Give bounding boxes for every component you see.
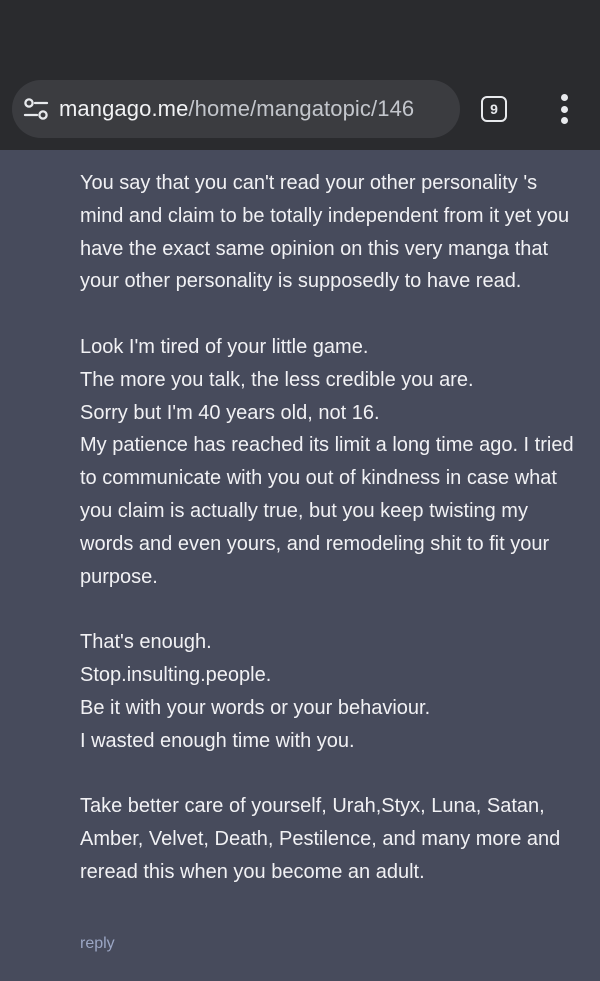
reply-link[interactable]: reply xyxy=(80,935,115,952)
comment-body xyxy=(80,167,585,889)
url-path: /home/mangatopic/146 xyxy=(188,96,415,121)
paragraph-spacer xyxy=(80,757,585,790)
address-bar[interactable] xyxy=(12,80,460,138)
comment-paragraph: My patience has reached its limit a long time ago. I tried to communicate with you out of kindness in case what you claim is actually true, but you keep twisting my words and even yours, and remodeling shit to fit your purpose. xyxy=(80,434,574,588)
comment-paragraph: The more you talk, the less credible you are. xyxy=(80,368,474,391)
url-host: mangago.me xyxy=(59,96,189,121)
comment-paragraph: Look I'm tired of your little game. xyxy=(80,335,369,358)
tab-count: 9 xyxy=(490,101,498,117)
comment-paragraph: Be it with your words or your behaviour. xyxy=(80,696,431,719)
comment-paragraph: Stop.insulting.people. xyxy=(80,663,272,686)
status-bar-area xyxy=(0,0,600,78)
browser-toolbar xyxy=(0,78,600,150)
paragraph-spacer xyxy=(80,593,585,626)
comment-paragraph: Sorry but I'm 40 years old, not 16. xyxy=(80,401,380,424)
url-text[interactable] xyxy=(59,96,414,122)
more-vertical-icon[interactable] xyxy=(552,92,578,126)
comment-paragraph: That's enough. xyxy=(80,631,212,654)
comment-paragraph: Take better care of yourself, Urah,Styx, Luna, Satan, Amber, Velvet, Death, Pestilence, and many more and reread this when you become an adult. xyxy=(80,795,561,883)
comment-paragraph: I wasted enough time with you. xyxy=(80,729,355,752)
paragraph-spacer xyxy=(80,298,585,331)
tab-switcher-button[interactable] xyxy=(481,96,507,122)
comment-paragraph: You say that you can't read your other personality 's mind and claim to be totally independent from it yet you have the exact same opinion on this very manga that your other personality is supposedly to have read. xyxy=(80,172,570,293)
page-content xyxy=(0,150,600,981)
tune-icon[interactable] xyxy=(23,96,49,122)
